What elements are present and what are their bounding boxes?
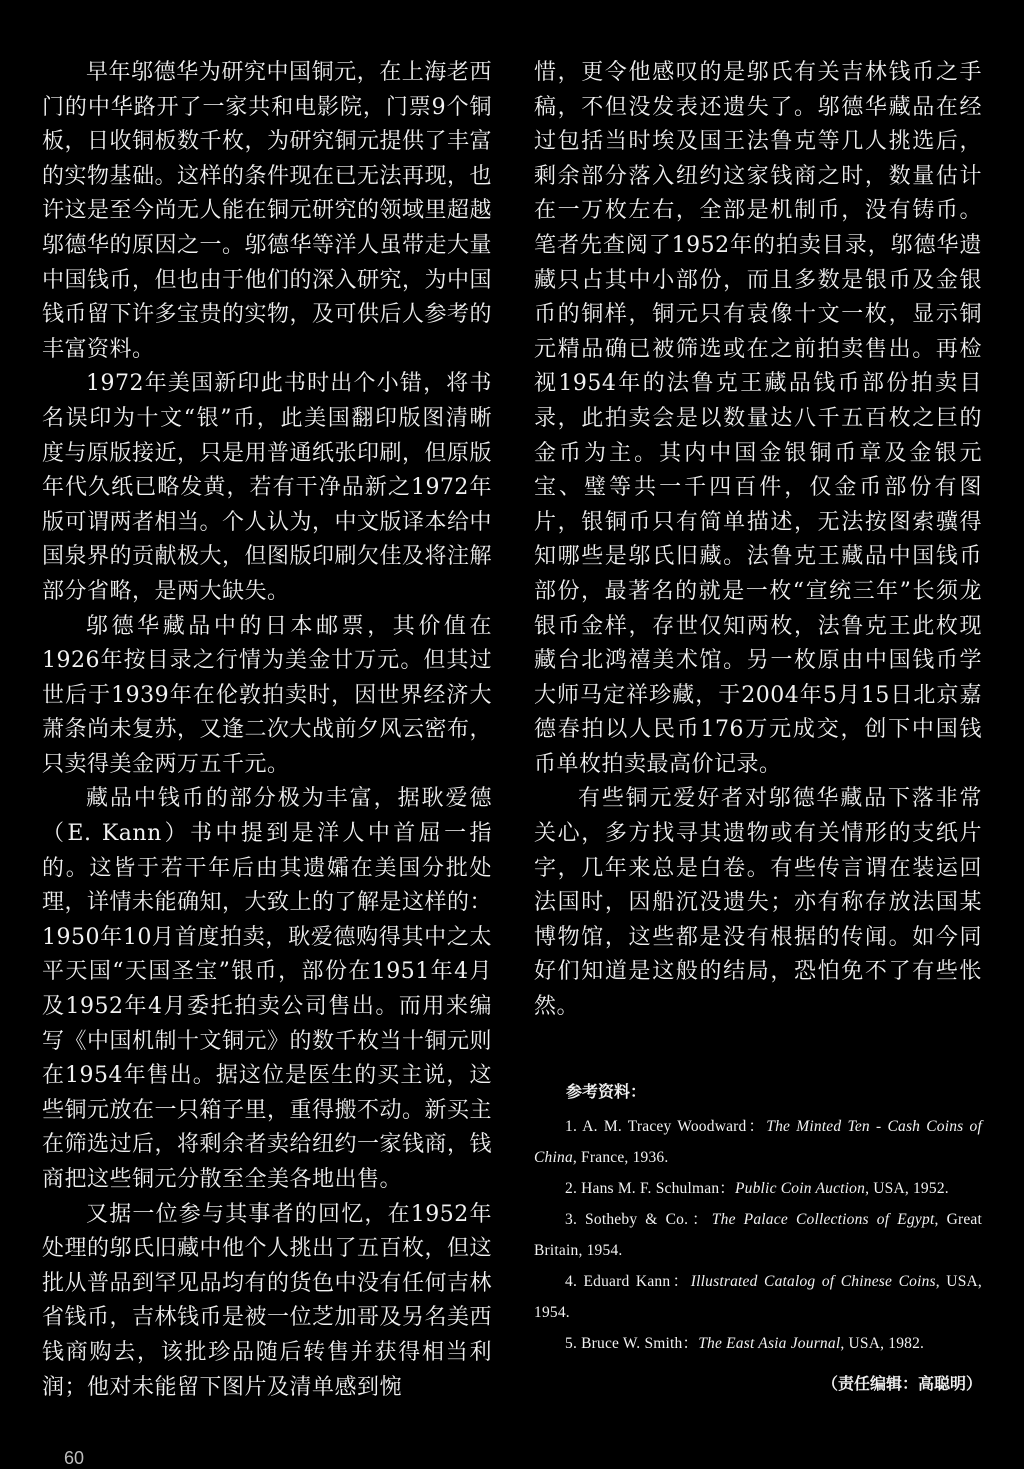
- reference-item: [534, 1266, 982, 1328]
- reference-item: [534, 1204, 982, 1266]
- editor-credit: （责任编辑：高聪明）: [821, 1373, 982, 1393]
- reference-title: The East Asia Journal: [698, 1334, 841, 1352]
- reference-title: Public Coin Auction: [734, 1179, 866, 1197]
- reference-author: 1. A. M. Tracey Woodward：: [565, 1117, 767, 1135]
- paragraph: 邬德华藏品中的日本邮票，其价值在1926年按目录之行情为美金廿万元。但其过世后于1939年在伦敦拍卖时，因世界经济大萧条尚未复苏，又逢二次大战前夕风云密布，只卖得美金两万五千元。: [42, 613, 493, 777]
- reference-item: [534, 1173, 982, 1204]
- reference-author: 4. Eduard Kann：: [565, 1272, 691, 1290]
- reference-title: Illustrated Catalog of Chinese Coins: [690, 1272, 936, 1290]
- reference-publication: , France, 1936.: [572, 1148, 669, 1166]
- paragraph: 1972年美国新印此书时出个小错，将书名误印为十文“银”币，此美国翻印版图清晰度与原版接近，只是用普通纸张印刷，但原版年代久纸已略发黄，若有干净品新之1972年版可谓两者相当。个人认为，中文版译本给中国泉界的贡献极大，但图版印刷欠佳及将注解部分省略，是两大缺失。: [42, 371, 493, 604]
- left-column: [42, 56, 492, 1405]
- reference-item: [534, 1328, 982, 1359]
- reference-title: The Palace Collections of Egypt: [711, 1210, 935, 1228]
- right-column: [534, 56, 982, 1399]
- paragraph-continued: 惜，更令他感叹的是邬氏有关吉林钱币之手稿，不但没发表还遗失了。邬德华藏品在经过包括当时埃及国王法鲁克等几人挑选后，剩余部分落入纽约这家钱商之时，数量估计在一万枚左右，全部是机制币，没有铸币。笔者先查阅了1952年的拍卖目录，邬德华遗藏只占其中小部份，而且多数是银币及金银币的铜样，铜元只有袁像十文一枚，显示铜元精品确已被筛选或在之前拍卖售出。再检视1954年的法鲁克王藏品钱币部份拍卖目录，此拍卖会是以数量达八千五百枚之巨的金币为主。其内中国金银铜币章及金银元宝、璧等共一千四百件，仅金币部份有图片，银铜币只有简单描述，无法按图索骥得知哪些是邬氏旧藏。法鲁克王藏品中国钱币部份，最著名的就是一枚“宣统三年”长须龙银币金样，存世仅知两枚，法鲁克王此枚现藏台北鸿禧美术馆。另一枚原由中国钱币学大师马定祥珍藏，于2004年5月15日北京嘉德春拍以人民币176万元成交，创下中国钱币单枚拍卖最高价记录。: [534, 60, 982, 777]
- paragraph: 早年邬德华为研究中国铜元，在上海老西门的中华路开了一家共和电影院，门票9个铜板，日收铜板数千枚，为研究铜元提供了丰富的实物基础。这样的条件现在已无法再现，也许这是至今尚无人能在铜元研究的领域里超越邬德华的原因之一。邬德华等洋人虽带走大量中国钱币，但也由于他们的深入研究，为中国钱币留下许多宝贵的实物，及可供后人参考的丰富资料。: [42, 60, 493, 362]
- reference-title: The Minted Ten - Cash Coins of China: [534, 1117, 982, 1166]
- reference-publication: , USA, 1982.: [840, 1334, 925, 1352]
- references-title: 参考资料：: [566, 1081, 647, 1101]
- reference-item: [534, 1111, 982, 1173]
- paragraph: 有些铜元爱好者对邬德华藏品下落非常关心，多方找寻其遗物或有关情形的支纸片字，几年来总是白卷。有些传言谓在装运回法国时，因船沉没遗失；亦有称存放法国某博物馆，这些都是没有根据的传闻。如今同好们知道是这般的结局，恐怕免不了有些怅然。: [534, 786, 982, 1020]
- paragraph: 藏品中钱币的部分极为丰富，据耿爱德（E. Kann）书中提到是洋人中首屈一指的。这皆于若干年后由其遗孀在美国分批处理，详情未能确知，大致上的了解是这样的：1950年10月首度拍卖，耿爱德购得其中之太平天国“天国圣宝”银币，部份在1951年4月及1952年4月委托拍卖公司售出。而用来编写《中国机制十文铜元》的数千枚当十铜元则在1954年售出。据这位是医生的买主说，这些铜元放在一只箱子里，重得搬不动。新买主在筛选过后，将剩余者卖给纽约一家钱商，钱商把这些铜元分散至全美各地出售。: [42, 786, 493, 1192]
- page-number: 60: [64, 1448, 85, 1468]
- reference-author: 2. Hans M. F. Schulman：: [565, 1179, 735, 1197]
- reference-author: 3. Sotheby & Co.：: [565, 1210, 712, 1228]
- references-section: [534, 1079, 982, 1359]
- reference-author: 5. Bruce W. Smith：: [565, 1334, 699, 1352]
- reference-publication: , USA, 1954.: [534, 1272, 982, 1321]
- reference-publication: , Great Britain, 1954.: [534, 1210, 982, 1259]
- reference-publication: , USA, 1952.: [865, 1179, 949, 1197]
- paragraph: 又据一位参与其事者的回忆，在1952年处理的邬氏旧藏中他个人挑出了五百枚，但这批从普品到罕见品均有的货色中没有任何吉林省钱币，吉林钱币是被一位芝加哥及另名美西钱商购去，该批珍品随后转售并获得相当利润；他对未能留下图片及清单感到惋: [42, 1201, 493, 1400]
